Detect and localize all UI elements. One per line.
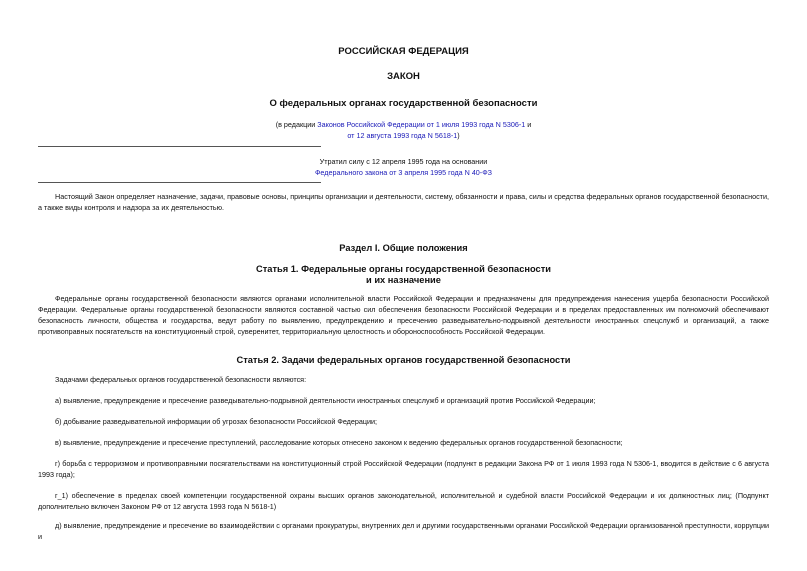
edition-mid: и	[525, 120, 532, 129]
edition-prefix: (в редакции	[275, 120, 318, 129]
edition-link-2[interactable]: от 12 августа 1993 года N 5618-1	[347, 131, 458, 140]
divider-top	[38, 146, 321, 147]
document-type: ЗАКОН	[387, 71, 420, 82]
lost-force-text: Утратил силу с 12 апреля 1995 года на основании	[319, 157, 488, 166]
preamble: Настоящий Закон определяет назначение, задачи, правовые основы, принципы организации и деятельности, систему, обязанности и права, силы и средства федеральных органов государственной безопасности, а также виды контроля и надзора за их деятельностью.	[38, 192, 769, 212]
edition-suffix: )	[457, 131, 460, 140]
article2-intro: Задачами федеральных органов государственной безопасности являются:	[55, 375, 307, 384]
list-item-g: г) борьба с терроризмом и противоправными посягательствами на конституционный строй Российской Федерации (подпункт в редакции Закона РФ от 1 июля 1993 года N 5306-1, вводится в действие с 6 августа 1993 года);	[38, 459, 769, 479]
country-heading: РОССИЙСКАЯ ФЕДЕРАЦИЯ	[338, 46, 469, 57]
lost-force-line2	[0, 167, 807, 178]
edition-note	[0, 119, 807, 130]
divider-bottom	[38, 182, 321, 183]
list-item-d: д) выявление, предупреждение и пресечение во взаимодействии с органами прокуратуры, внутренних дел и другими государственными органами Российской Федерации организованной преступности, коррупции и	[38, 521, 769, 541]
list-item-b: б) добывание разведывательной информации об угрозах безопасности Российской Федерации;	[55, 417, 377, 426]
edition-link-1[interactable]: Законов Российской Федерации от 1 июля 1993 года N 5306-1	[317, 120, 526, 129]
document-title: О федеральных органах государственной безопасности	[269, 98, 538, 109]
list-item-v: в) выявление, предупреждение и пресечение преступлений, расследование которых отнесено законом к ведению федеральных органов государственной безопасности;	[55, 438, 623, 447]
edition-note-line2	[0, 130, 807, 141]
lost-force-link[interactable]: Федерального закона от 3 апреля 1995 года N 40-ФЗ	[314, 168, 493, 177]
article1-title-line2: и их назначение	[366, 275, 441, 285]
article1-title: Статья 1. Федеральные органы государственной безопасности	[256, 264, 551, 274]
article1-text: Федеральные органы государственной безопасности являются органами исполнительной власти Российской Федерации и предназначены для предупреждения нанесения ущерба безопасности Российской Федерации. Федеральные органы государственной безопасности являются составной частью сил обеспечения безопасности Российской Федерации и в пределах предоставленных им полномочий обеспечивают безопасность личности, общества и государства, ведут работу по выявлению, предупреждению и пресечению разведывательно-подрывной деятельности иностранных спецслужб и организаций, а также противоправных посягательств на конституционный строй, суверенитет, территориальную целостность и обороноспособность Российской Федерации.	[38, 294, 769, 336]
section-title: Раздел I. Общие положения	[339, 243, 468, 253]
list-item-g1: г_1) обеспечение в пределах своей компетенции государственной охраны высших органов законодательной, исполнительной и судебной власти Российской Федерации и их должностных лиц; (Подпункт дополнительно включен Законом РФ от 12 августа 1993 года N 5618-1)	[38, 491, 769, 511]
article2-title: Статья 2. Задачи федеральных органов государственной безопасности	[236, 355, 571, 365]
list-item-a: а) выявление, предупреждение и пресечение разведывательно-подрывной деятельности иностранных спецслужб и организаций против Российской Федерации;	[55, 396, 596, 405]
